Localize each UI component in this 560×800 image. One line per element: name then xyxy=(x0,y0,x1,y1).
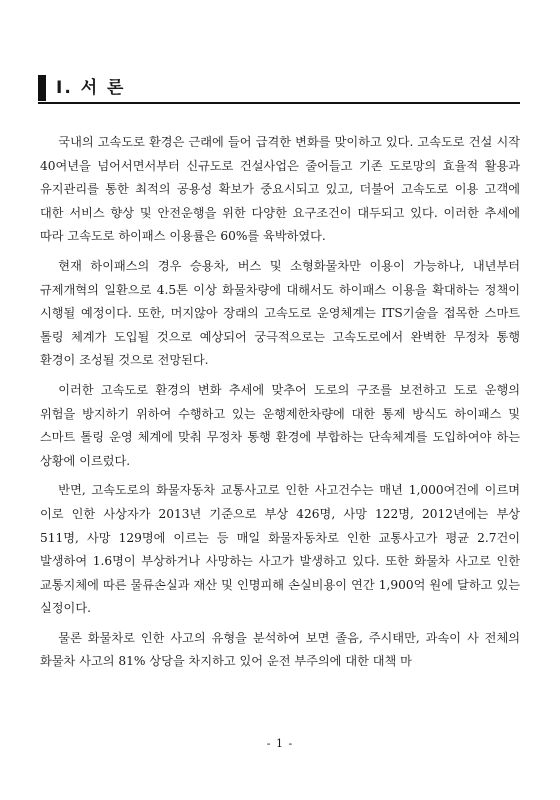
section-title: Ⅰ. 서 론 xyxy=(56,78,126,98)
section-header-rule xyxy=(38,102,520,104)
section-header xyxy=(38,75,520,101)
section-header-bar xyxy=(38,75,46,101)
paragraph-4: 반면, 고속도로의 화물자동차 교통사고로 인한 사고건수는 매년 1,000여건에 이르며 이로 인한 사상자가 2013년 기준으로 부상 426명, 사망 122명, 2012년에는 부상 511명, 사망 129명에 이르는 등 매일 화물자동차로 인한 교통사고가 평균 2.7건이 발생하여 1.6명이 부상하거나 사망하는 사고가 발생하고 있다. 또한 화물차 사고로 인한 교통지체에 따른 물류손실과 재산 및 인명피해 손실비용이 연간 1,900억 원에 달하고 있는 실정이다. xyxy=(40,483,520,616)
paragraph-3: 이러한 고속도로 환경의 변화 추세에 맞추어 도로의 구조를 보전하고 도로 운행의 위험을 방지하기 위하여 수행하고 있는 운행제한차량에 대한 통제 방식도 하이패스 및 스마트 톨링 운영 체계에 맞춰 무정차 통행 환경에 부합하는 단속체계를 도입하여야 하는 상황에 이르렀다. xyxy=(40,382,520,468)
body-text xyxy=(40,131,520,674)
paragraph-2: 현재 하이패스의 경우 승용차, 버스 및 소형화물차만 이용이 가능하나, 내년부터 규제개혁의 일환으로 4.5톤 이상 화물차량에 대해서도 하이패스 이용을 확대하는 정책이 시행될 예정이다. 또한, 머지않아 장래의 고속도로 운영체계는 ITS기술을 접목한 스마트 톨링 체계가 도입될 것으로 예상되어 궁극적으로는 고속도로에서 완벽한 무정차 통행 환경이 조성될 것으로 전망된다. xyxy=(40,258,520,368)
page-number: - 1 - xyxy=(266,737,294,750)
paragraph-1: 국내의 고속도로 환경은 근래에 들어 급격한 변화를 맞이하고 있다. 고속도로 건설 시작 40여년을 넘어서면서부터 신규도로 건설사업은 줄어들고 기존 도로망의 효율적 활용과 유지관리를 통한 최적의 공용성 확보가 중요시되고 있고, 더불어 고속도로 이용 고객에 대한 서비스 향상 및 안전운행을 위한 다양한 요구조건이 대두되고 있다. 이러한 추세에 따라 고속도로 하이패스 이용률은 60%를 육박하였다. xyxy=(40,135,520,244)
paragraph-5: 물론 화물차로 인한 사고의 유형을 분석하여 보면 졸음, 주시태만, 과속이 사 전체의 화물차 사고의 81% 상당을 차지하고 있어 운전 부주의에 대한 대책 마 xyxy=(40,630,520,669)
